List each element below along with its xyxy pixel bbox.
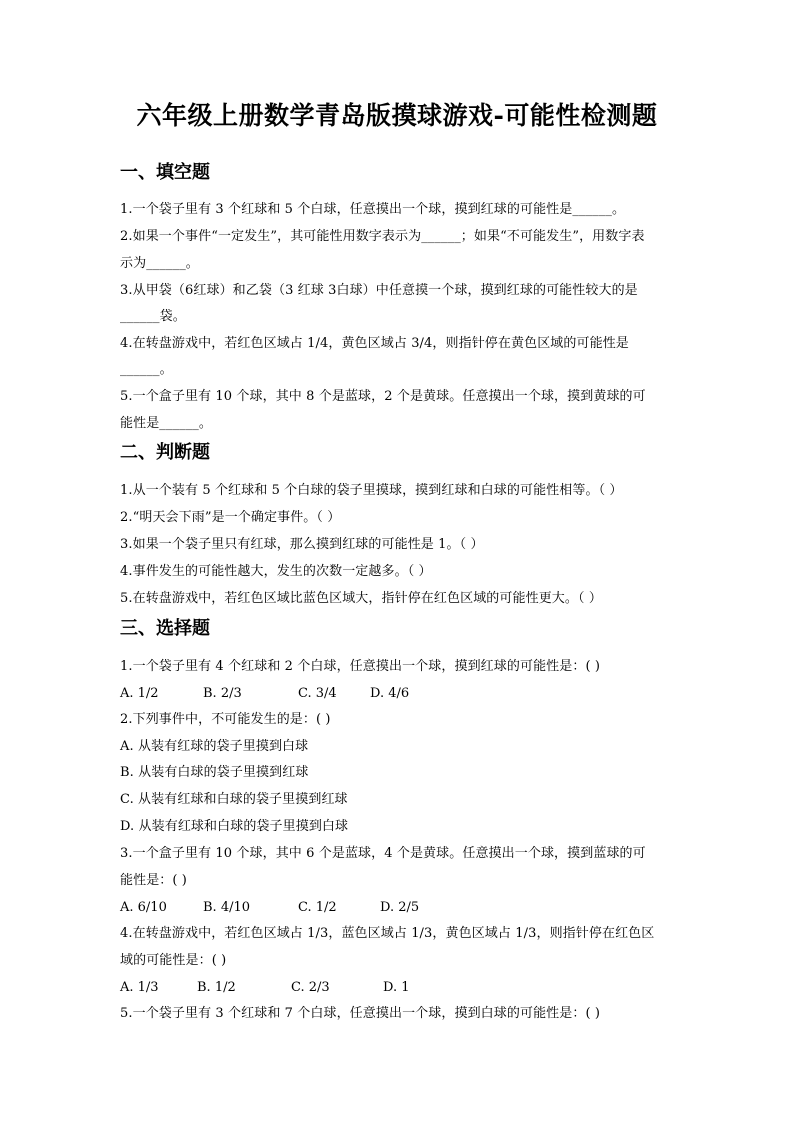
true-false-line: 4.事件发生的可能性越大，发生的次数一定越多。（ ）: [120, 564, 432, 579]
true-false-line: 2.“明天会下雨”是一个确定事件。（ ）: [120, 510, 341, 525]
true-false-line: 3.如果一个袋子里只有红球，那么摸到红球的可能性是 1。（ ）: [120, 537, 484, 552]
fill-blank-line: ______。: [120, 362, 173, 377]
fill-blank-line: 3.从甲袋（6红球）和乙袋（3 红球 3白球）中任意摸一个球，摸到红球的可能性较大的是: [120, 283, 638, 298]
question-options: [120, 978, 680, 998]
option-a: A. 1/2: [120, 686, 159, 701]
fill-blank-line: 5.一个盒子里有 10 个球，其中 8 个是蓝球，2 个是黄球。任意摸出一个球，摸到黄球的可: [120, 389, 646, 404]
option-b: B. 4/10: [203, 900, 251, 915]
section-heading-true-false: 二、判断题: [120, 442, 210, 463]
section-heading-multiple-choice: 三、选择题: [120, 618, 210, 639]
fill-blank-line: 4.在转盘游戏中，若红色区域占 1/4，黄色区域占 3/4，则指针停在黄色区域的可能性是: [120, 336, 629, 351]
option-d: D. 1: [383, 980, 410, 995]
question-stem: 2.下列事件中，不可能发生的是：( ): [120, 712, 331, 727]
fill-blank-line: 2.如果一个事件“一定发生”，其可能性用数字表示为______；如果“不可能发生”，用数字表: [120, 229, 645, 244]
option-c: C. 从装有红球和白球的袋子里摸到红球: [120, 792, 348, 807]
true-false-line: 1.从一个装有 5 个红球和 5 个白球的袋子里摸球，摸到红球和白球的可能性相等。（ ）: [120, 483, 623, 498]
question-stem: 4.在转盘游戏中，若红色区域占 1/3，蓝色区域占 1/3，黄色区域占 1/3，则指针停在红色区: [120, 926, 655, 941]
page-title: 六年级上册数学青岛版摸球游戏-可能性检测题: [136, 101, 658, 130]
option-b: B. 2/3: [203, 686, 242, 701]
true-false-line: 5.在转盘游戏中，若红色区域比蓝色区域大，指针停在红色区域的可能性更大。（ ）: [120, 591, 602, 606]
question-options: [120, 684, 680, 704]
section-heading-fill-blank: 一、填空题: [120, 162, 210, 183]
option-d: D. 4/6: [370, 686, 410, 701]
option-d: D. 从装有红球和白球的袋子里摸到白球: [120, 819, 349, 834]
question-options: [120, 898, 680, 918]
question-stem: 3.一个盒子里有 10 个球，其中 6 个是蓝球，4 个是黄球。任意摸出一个球，摸到蓝球的可: [120, 846, 646, 861]
fill-blank-line: 示为______。: [120, 256, 199, 271]
fill-blank-line: 能性是______。: [120, 416, 212, 431]
fill-blank-line: 1.一个袋子里有 3 个红球和 5 个白球，任意摸出一个球，摸到红球的可能性是______。: [120, 202, 626, 217]
option-a: A. 6/10: [120, 900, 167, 915]
option-c: C. 1/2: [298, 900, 337, 915]
question-stem: 5.一个袋子里有 3 个红球和 7 个白球，任意摸出一个球，摸到白球的可能性是：( ): [120, 1006, 601, 1021]
option-d: D. 2/5: [380, 900, 420, 915]
option-b: B. 1/2: [197, 980, 236, 995]
option-c: C. 2/3: [291, 980, 330, 995]
question-stem: 1.一个袋子里有 4 个红球和 2 个白球，任意摸出一个球，摸到红球的可能性是：( ): [120, 659, 601, 674]
fill-blank-line: ______袋。: [120, 309, 186, 324]
option-a: A. 从装有红球的袋子里摸到白球: [120, 739, 309, 754]
option-b: B. 从装有白球的袋子里摸到红球: [120, 765, 309, 780]
option-c: C. 3/4: [298, 686, 337, 701]
question-stem: 域的可能性是：( ): [120, 953, 227, 968]
question-stem: 能性是：( ): [120, 873, 187, 888]
option-a: A. 1/3: [120, 980, 159, 995]
